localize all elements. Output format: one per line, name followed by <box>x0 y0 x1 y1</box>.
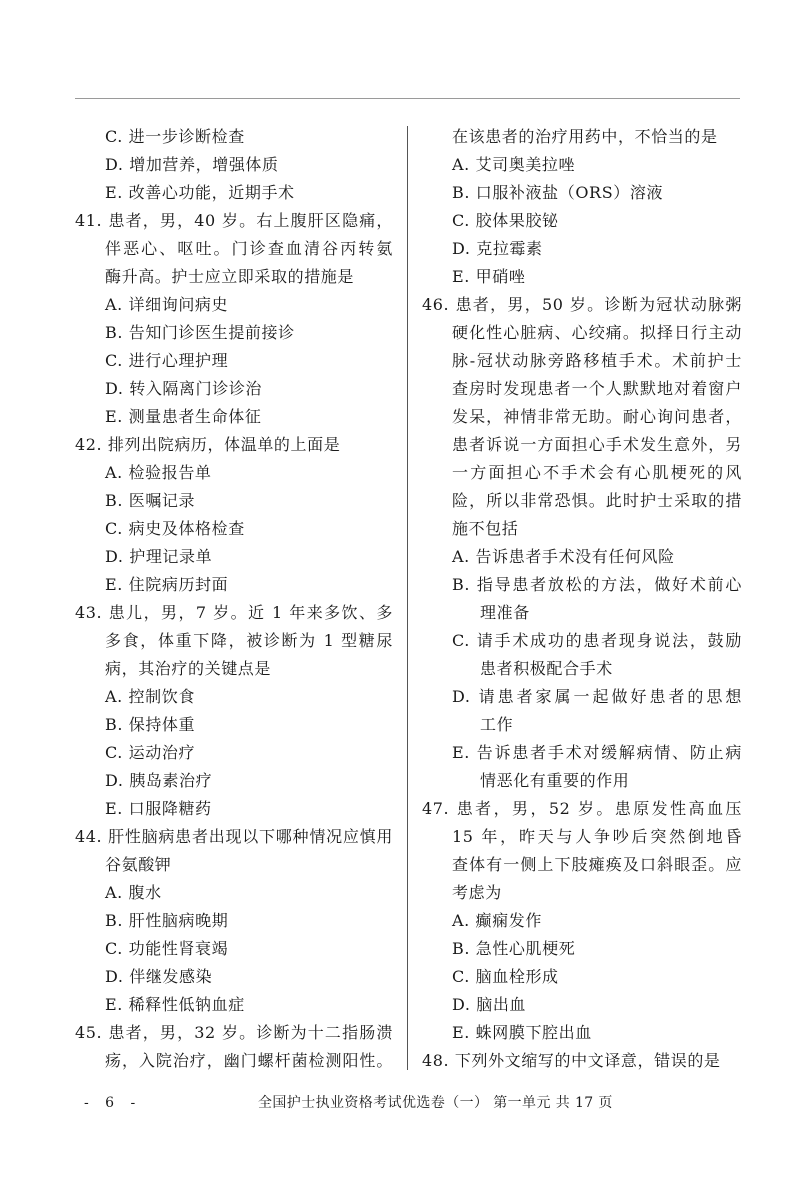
text-line: E. 蛛网膜下腔出血 <box>452 1023 592 1042</box>
header-rule <box>75 98 740 99</box>
text-line: 工作 <box>480 715 514 734</box>
text-line: A. 癫痫发作 <box>452 911 542 930</box>
text-line: 患者诉说一方面担心手术发生意外，另 <box>452 435 742 454</box>
text-line: 施不包括 <box>452 519 519 538</box>
page-number: - 6 - <box>84 1095 142 1111</box>
text-line: A. 腹水 <box>105 883 162 902</box>
text-line: 考虑为 <box>452 883 502 902</box>
text-line: D. 伴继发感染 <box>105 967 213 986</box>
text-line: E. 甲硝唑 <box>452 267 526 286</box>
text-line: 发呆，神情非常无助。耐心询问患者， <box>452 407 742 426</box>
right-column <box>422 123 742 1075</box>
text-line: D. 转入隔离门诊诊治 <box>105 379 263 398</box>
text-line: 在该患者的治疗用药中，不恰当的是 <box>452 127 718 146</box>
text-line: 伴恶心、呕吐。门诊查血清谷丙转氨 <box>105 239 393 258</box>
text-line: A. 艾司奥美拉唑 <box>452 155 576 174</box>
text-line: E. 口服降糖药 <box>105 799 212 818</box>
text-line: 多食，体重下降，被诊断为 1 型糖尿 <box>105 631 393 650</box>
text-line: E. 改善心功能，近期手术 <box>105 183 295 202</box>
text-line: C. 运动治疗 <box>105 743 196 762</box>
text-line: 48. 下列外文缩写的中文译意，错误的是 <box>422 1051 721 1070</box>
text-line: B. 指导患者放松的方法，做好术前心 <box>452 575 742 594</box>
left-column <box>75 123 393 1075</box>
text-line: 查体有一侧上下肢瘫痪及口斜眼歪。应 <box>452 855 742 874</box>
text-line: E. 稀释性低钠血症 <box>105 995 245 1014</box>
text-line: 查房时发现患者一个人默默地对着窗户 <box>452 379 742 398</box>
text-line: 脉-冠状动脉旁路移植手术。术前护士 <box>452 351 742 370</box>
text-line: 谷氨酸钾 <box>105 855 172 874</box>
text-line: 41. 患者，男，40 岁。右上腹肝区隐痛， <box>75 211 393 230</box>
text-line: 一方面担心不手术会有心肌梗死的风 <box>452 463 742 482</box>
page-footer <box>0 1092 800 1114</box>
text-line: C. 进一步诊断检查 <box>105 127 245 146</box>
text-line: D. 护理记录单 <box>105 547 213 566</box>
text-line: B. 告知门诊医生提前接诊 <box>105 323 295 342</box>
text-line: 44. 肝性脑病患者出现以下哪种情况应慎用 <box>75 827 393 846</box>
text-line: E. 告诉患者手术对缓解病情、防止病 <box>452 743 742 762</box>
text-line: C. 功能性肾衰竭 <box>105 939 229 958</box>
text-line: 疡，入院治疗，幽门螺杆菌检测阳性。 <box>105 1051 393 1070</box>
text-line: 病，其治疗的关键点是 <box>105 659 272 678</box>
text-line: 46. 患者，男，50 岁。诊断为冠状动脉粥 <box>422 295 742 314</box>
text-line: A. 详细询问病史 <box>105 295 229 314</box>
text-line: 43. 患儿，男，7 岁。近 1 年来多饮、多 <box>75 603 393 622</box>
text-line: B. 保持体重 <box>105 715 196 734</box>
text-line: C. 进行心理护理 <box>105 351 229 370</box>
text-line: C. 脑血栓形成 <box>452 967 559 986</box>
text-line: 硬化性心脏病、心绞痛。拟择日行主动 <box>452 323 742 342</box>
text-line: C. 病史及体格检查 <box>105 519 245 538</box>
text-line: B. 急性心肌梗死 <box>452 939 576 958</box>
text-line: E. 住院病历封面 <box>105 575 229 594</box>
text-line: 险，所以非常恐惧。此时护士采取的措 <box>452 491 742 510</box>
text-line: D. 胰岛素治疗 <box>105 771 213 790</box>
text-line: A. 控制饮食 <box>105 687 195 706</box>
text-line: C. 胶体果胶铋 <box>452 211 559 230</box>
text-line: E. 测量患者生命体征 <box>105 407 262 426</box>
text-line: B. 肝性脑病晚期 <box>105 911 229 930</box>
text-line: D. 请患者家属一起做好患者的思想 <box>452 687 742 706</box>
text-line: A. 告诉患者手术没有任何风险 <box>452 547 675 566</box>
text-line: A. 检验报告单 <box>105 463 212 482</box>
text-line: 47. 患者，男，52 岁。患原发性高血压 <box>422 799 742 818</box>
text-line: B. 医嘱记录 <box>105 491 196 510</box>
text-line: 45. 患者，男，32 岁。诊断为十二指肠溃 <box>75 1023 393 1042</box>
footer-title: 全国护士执业资格考试优选卷（一） 第一单元 共 17 页 <box>258 1095 613 1111</box>
text-line: 酶升高。护士应立即采取的措施是 <box>105 267 355 286</box>
text-line: D. 增加营养，增强体质 <box>105 155 279 174</box>
text-line: B. 口服补液盐（ORS）溶液 <box>452 183 664 202</box>
text-line: 理准备 <box>480 603 530 622</box>
text-line: D. 克拉霉素 <box>452 239 543 258</box>
text-line: C. 请手术成功的患者现身说法，鼓励 <box>452 631 742 650</box>
text-line: 15 年，昨天与人争吵后突然倒地昏 <box>452 827 742 846</box>
text-line: 患者积极配合手术 <box>480 659 613 678</box>
text-line: 42. 排列出院病历，体温单的上面是 <box>75 435 341 454</box>
text-line: D. 脑出血 <box>452 995 527 1014</box>
column-divider <box>407 126 408 1070</box>
text-line: 情恶化有重要的作用 <box>480 771 630 790</box>
